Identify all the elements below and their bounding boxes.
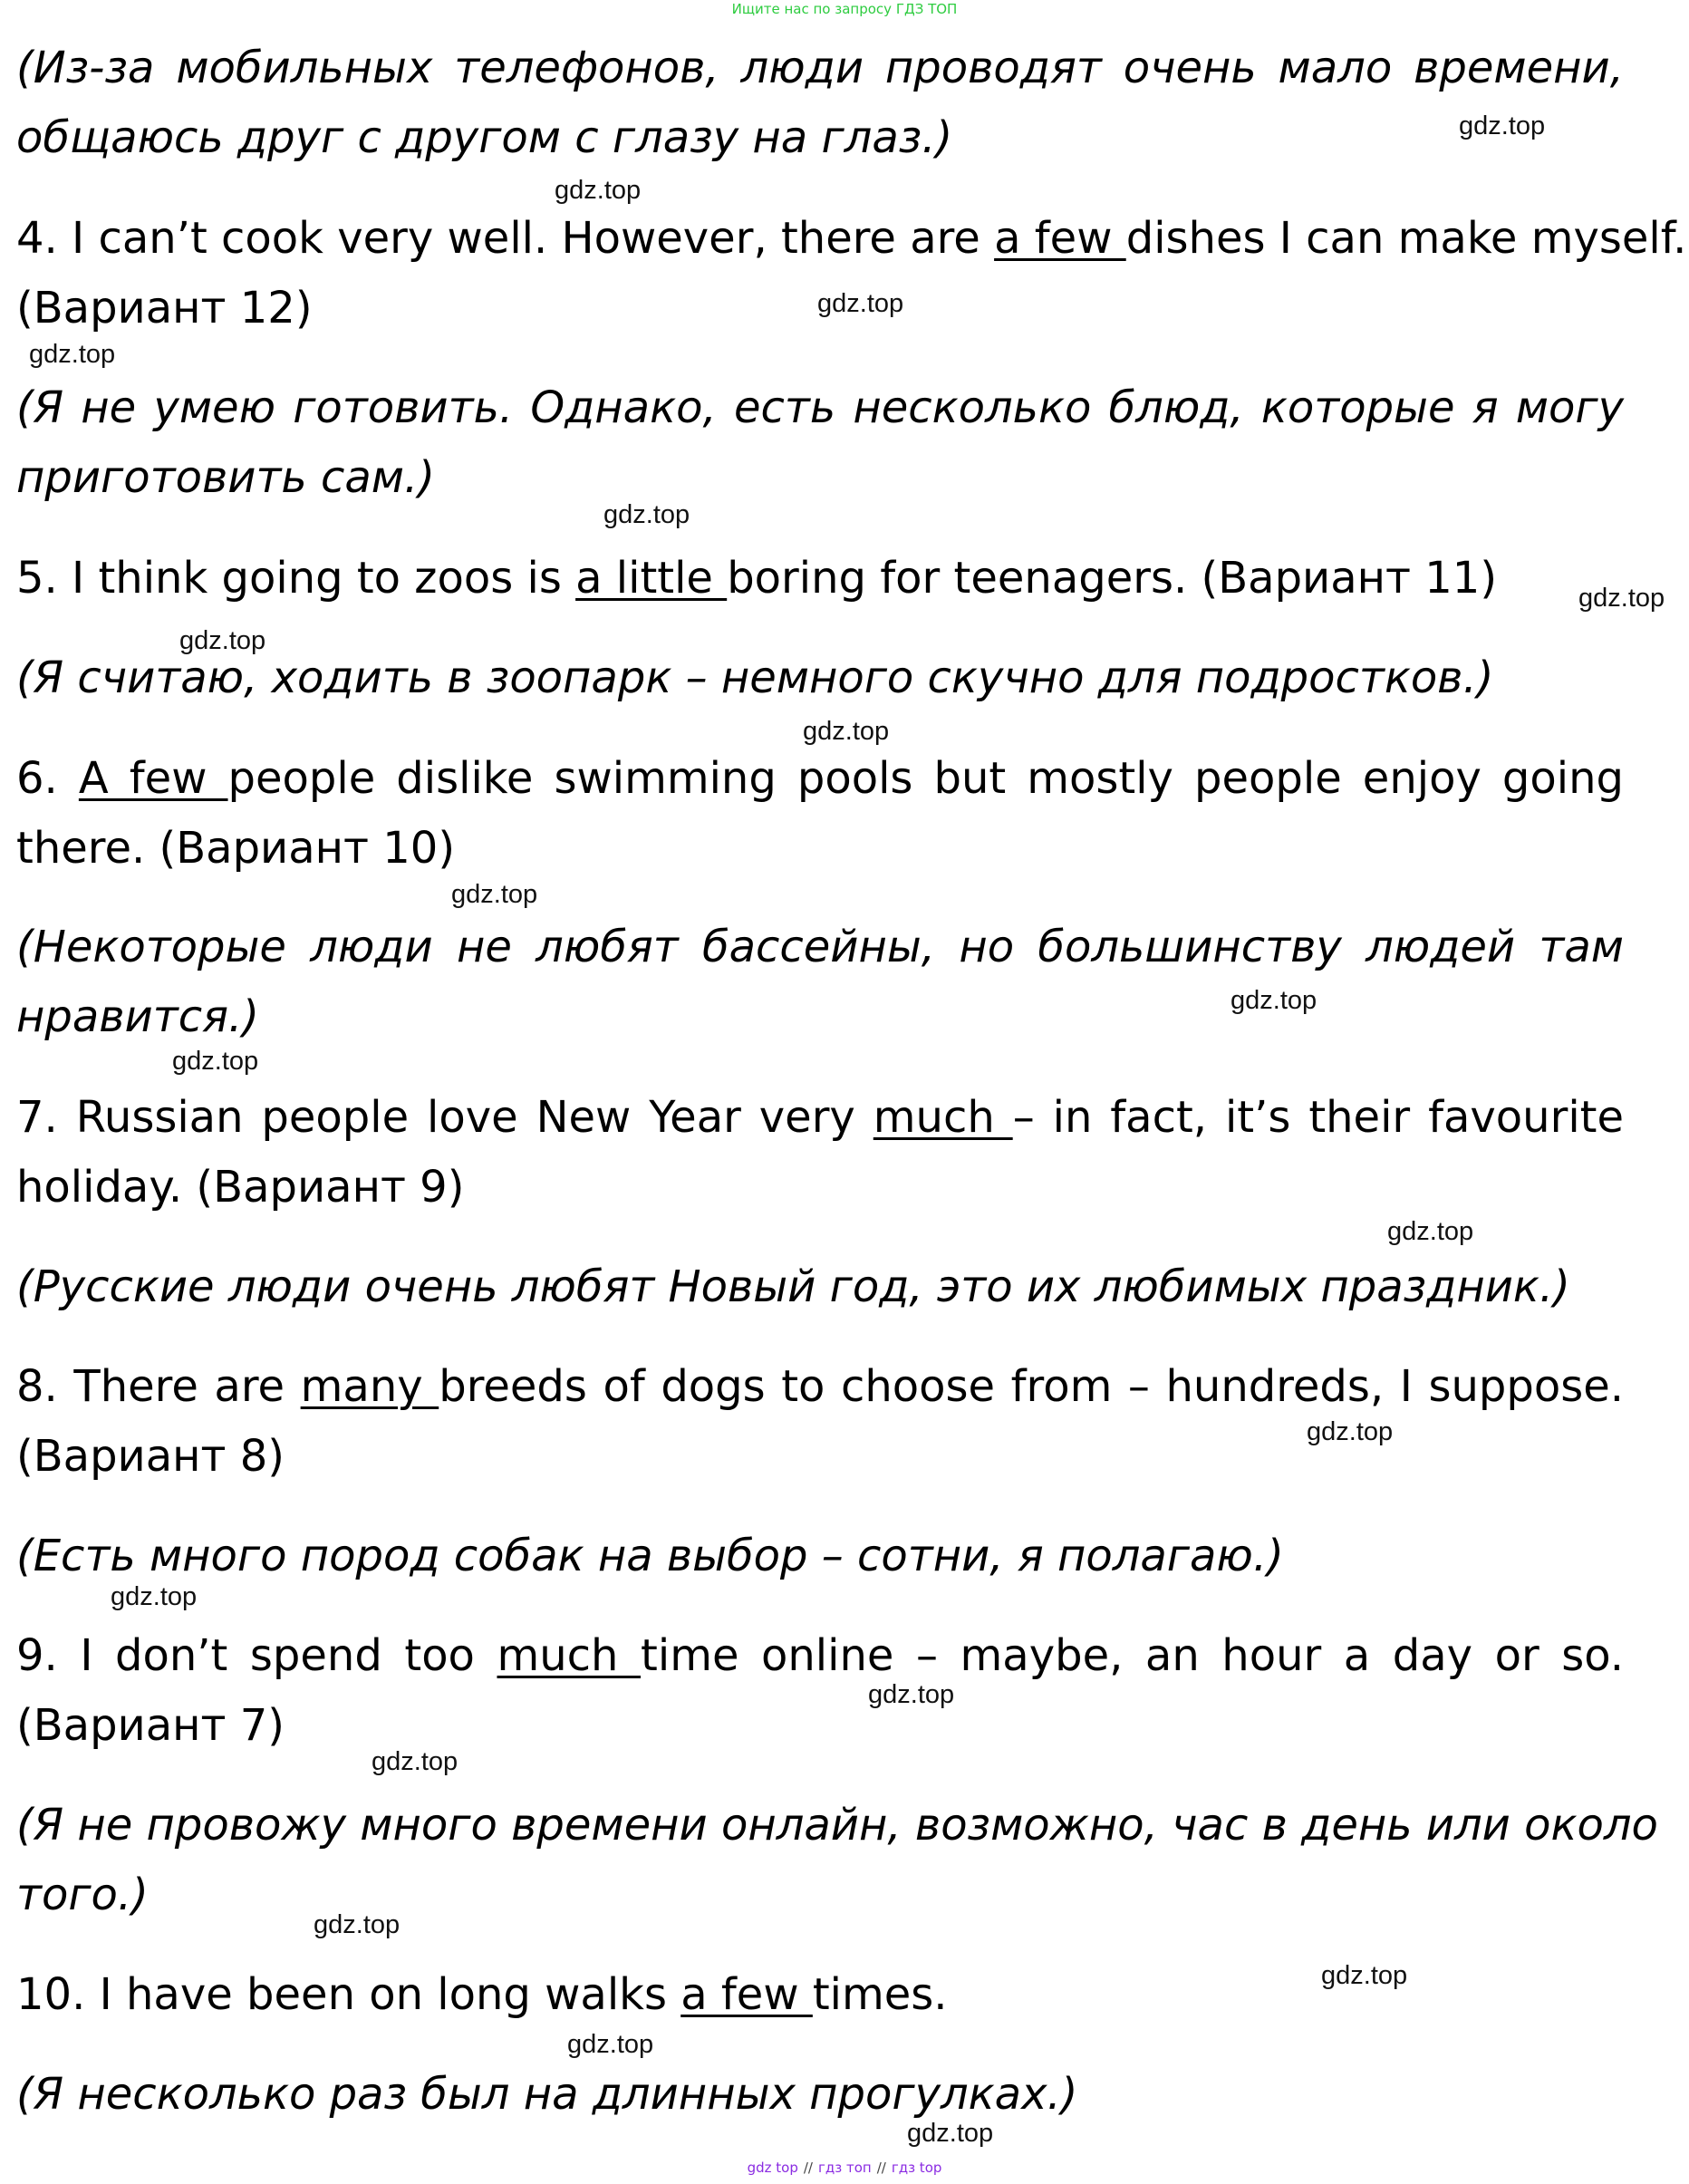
watermark: gdz.top <box>1307 1417 1394 1446</box>
footer-link[interactable]: гдз top <box>891 2160 942 2176</box>
watermark: gdz.top <box>803 717 890 746</box>
sentence-text: people dislike swimming pools but mostly people enjoy going <box>227 753 1624 804</box>
sentence-text: 9. I don’t spend too <box>16 1630 497 1681</box>
sentence-text: 4. I can’t cook very well. However, there are <box>16 213 995 264</box>
watermark: gdz.top <box>567 2030 654 2059</box>
translation-line: (Некоторые люди не любят бассейны, но большинству людей там <box>16 922 1624 972</box>
footer-links <box>0 2159 1689 2177</box>
watermark: gdz.top <box>1387 1217 1474 1246</box>
translation-line: (Я не умею готовить. Однако, есть несколько блюд, которые я могу <box>16 382 1624 433</box>
answer-underlined: many <box>300 1361 439 1412</box>
translation-line: (Русские люди очень любят Новый год, это их любимых праздник.) <box>16 1261 1570 1312</box>
translation-line: приготовить сам.) <box>16 452 435 503</box>
sentence-text: 6. <box>16 753 79 804</box>
watermark: gdz.top <box>907 2119 994 2148</box>
watermark: gdz.top <box>603 500 690 529</box>
watermark: gdz.top <box>868 1680 955 1709</box>
answer-underlined: A few <box>78 753 228 804</box>
watermark: gdz.top <box>1459 111 1546 140</box>
variant-label: (Вариант 7) <box>16 1700 285 1751</box>
watermark: gdz.top <box>1578 584 1665 613</box>
translation-line: (Из-за мобильных телефонов, люди проводят очень мало времени, <box>16 43 1624 93</box>
sentence-6 <box>16 751 1624 806</box>
translation-line: (Есть много пород собак на выбор – сотни, я полагаю.) <box>16 1531 1284 1581</box>
sentence-8 <box>16 1359 1624 1414</box>
watermark: gdz.top <box>179 626 266 655</box>
translation-line: нравится.) <box>16 991 259 1042</box>
sentence-text: 8. There are <box>16 1361 301 1412</box>
sentence-text: times. <box>812 1969 948 2020</box>
translation-line: общаюсь друг с другом с глазу на глаз.) <box>16 112 953 163</box>
watermark: gdz.top <box>111 1582 198 1611</box>
sentence-continuation: there. (Вариант 10) <box>16 823 456 874</box>
watermark: gdz.top <box>372 1747 458 1776</box>
sentence-text: 7. Russian people love New Year very <box>16 1092 873 1143</box>
sentence-4 <box>16 211 1687 266</box>
sentence-text: 10. I have been on long walks <box>16 1969 681 2020</box>
sentence-text: breeds of dogs to choose from – hundreds, I suppose. <box>439 1361 1624 1412</box>
answer-underlined: much <box>497 1630 642 1681</box>
sentence-7 <box>16 1090 1624 1145</box>
footer-separator: // <box>803 2160 813 2176</box>
footer-link[interactable]: гдз топ <box>817 2160 872 2176</box>
variant-label: (Вариант 12) <box>16 283 313 333</box>
watermark: gdz.top <box>172 1047 259 1076</box>
translation-line: (Я не провожу много времени онлайн, возможно, час в день или около <box>16 1800 1658 1851</box>
answer-underlined: a few <box>994 213 1126 264</box>
sentence-5 <box>16 551 1624 605</box>
answer-underlined: much <box>873 1092 1013 1143</box>
watermark: gdz.top <box>555 176 642 205</box>
answer-underlined: a little <box>575 553 728 604</box>
watermark: gdz.top <box>1231 986 1317 1015</box>
footer-link[interactable]: gdz top <box>747 2160 798 2176</box>
translation-line: (Я считаю, ходить в зоопарк – немного скучно для подростков.) <box>16 652 1494 703</box>
translation-line: того.) <box>16 1870 149 1920</box>
watermark: gdz.top <box>451 880 538 909</box>
answer-underlined: a few <box>680 1969 813 2020</box>
sentence-text: 5. I think going to zoos is <box>16 553 576 604</box>
sentence-text: – in fact, it’s their favourite <box>1012 1092 1625 1143</box>
watermark: gdz.top <box>29 340 116 369</box>
sentence-9 <box>16 1628 1624 1683</box>
footer-separator: // <box>876 2160 886 2176</box>
watermark: gdz.top <box>817 289 904 318</box>
translation-line: (Я несколько раз был на длинных прогулках.) <box>16 2069 1078 2120</box>
watermark: gdz.top <box>314 1910 401 1939</box>
site-banner[interactable]: Ищите нас по запросу ГДЗ ТОП <box>731 1 958 17</box>
sentence-continuation: holiday. (Вариант 9) <box>16 1162 465 1213</box>
watermark: gdz.top <box>1321 1961 1408 1990</box>
variant-label: (Вариант 8) <box>16 1431 285 1482</box>
sentence-text: time online – maybe, an hour a day or so. <box>641 1630 1625 1681</box>
sentence-text: dishes I can make myself. <box>1125 213 1687 264</box>
sentence-text: boring for teenagers. (Вариант 11) <box>727 553 1498 604</box>
